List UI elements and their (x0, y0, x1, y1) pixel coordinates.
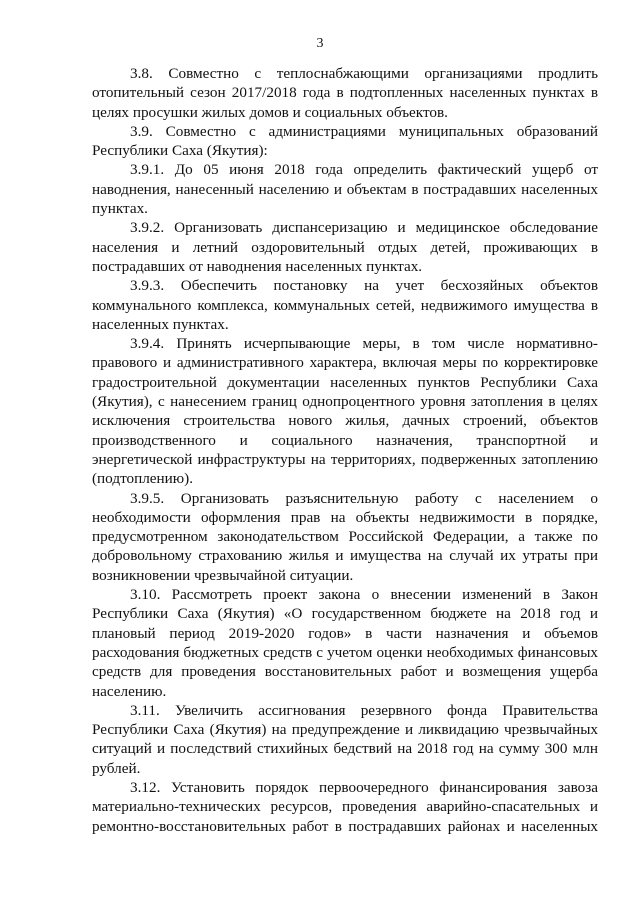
paragraph-3-9-4: 3.9.4. Принять исчерпывающие меры, в том числе нормативно-правового и административного характера, включая меры по корректировке градостроительной документации населенных пунктов Республики Саха (Якутия), с нанесением границ однопроцентного уровня затопления в целях исключения строительства нового жилья, дачных строений, объектов производственного и социального назначения, транспортной и энергетической инфраструктуры на территориях, подверженных затоплению (подтоплению). (92, 335, 598, 488)
paragraph-3-9-3: 3.9.3. Обеспечить постановку на учет бесхозяйных объектов коммунального комплекса, коммунальных сетей, недвижимого имущества в населенных пунктах. (92, 277, 598, 333)
paragraph-3-10: 3.10. Рассмотреть проект закона о внесении изменений в Закон Республики Саха (Якутия) «О государственном бюджете на 2018 год и плановый период 2019-2020 годов» в части назначения и объемов расходования бюджетных средств с учетом оценки необходимых финансовых средств для проведения восстановительных работ и возмещения ущерба населению. (92, 586, 598, 700)
paragraph-3-9-2: 3.9.2. Организовать диспансеризацию и медицинское обследование населения и летний оздоровительный отдых детей, проживающих в пострадавших от наводнения населенных пунктах. (92, 219, 598, 275)
paragraph-3-12: 3.12. Установить порядок первоочередного финансирования завоза материально-технических ресурсов, проведения аварийно-спасательных и ремонтно-восстановительных работ в пострадавших районах и населенных (92, 778, 598, 835)
document-body (92, 64, 598, 836)
page-number: 3 (316, 36, 324, 51)
paragraph-3-9-1: 3.9.1. До 05 июня 2018 года определить фактический ущерб от наводнения, нанесенный населению и объектам в пострадавших населенных пунктах. (92, 161, 598, 218)
paragraph-3-11: 3.11. Увеличить ассигнования резервного фонда Правительства Республики Саха (Якутия) на предупреждение и ликвидацию чрезвычайных ситуаций и последствий стихийных бедствий на 2018 год на сумму 300 млн рублей. (92, 701, 598, 777)
paragraph-3-9-5: 3.9.5. Организовать разъяснительную работу с населением о необходимости оформления прав на объекты недвижимости в порядке, предусмотренном законодательством Российской Федерации, а также по добровольному страхованию жилья и имущества на случай их утраты при возникновении чрезвычайной ситуации. (92, 489, 598, 584)
paragraph-3-8: 3.8. Совместно с теплоснабжающими организациями продлить отопительный сезон 2017/2018 года в подтопленных населенных пунктах в целях просушки жилых домов и социальных объектов. (92, 65, 598, 121)
paragraph-3-9: 3.9. Совместно с администрациями муниципальных образований Республики Саха (Якутия): (92, 122, 598, 160)
